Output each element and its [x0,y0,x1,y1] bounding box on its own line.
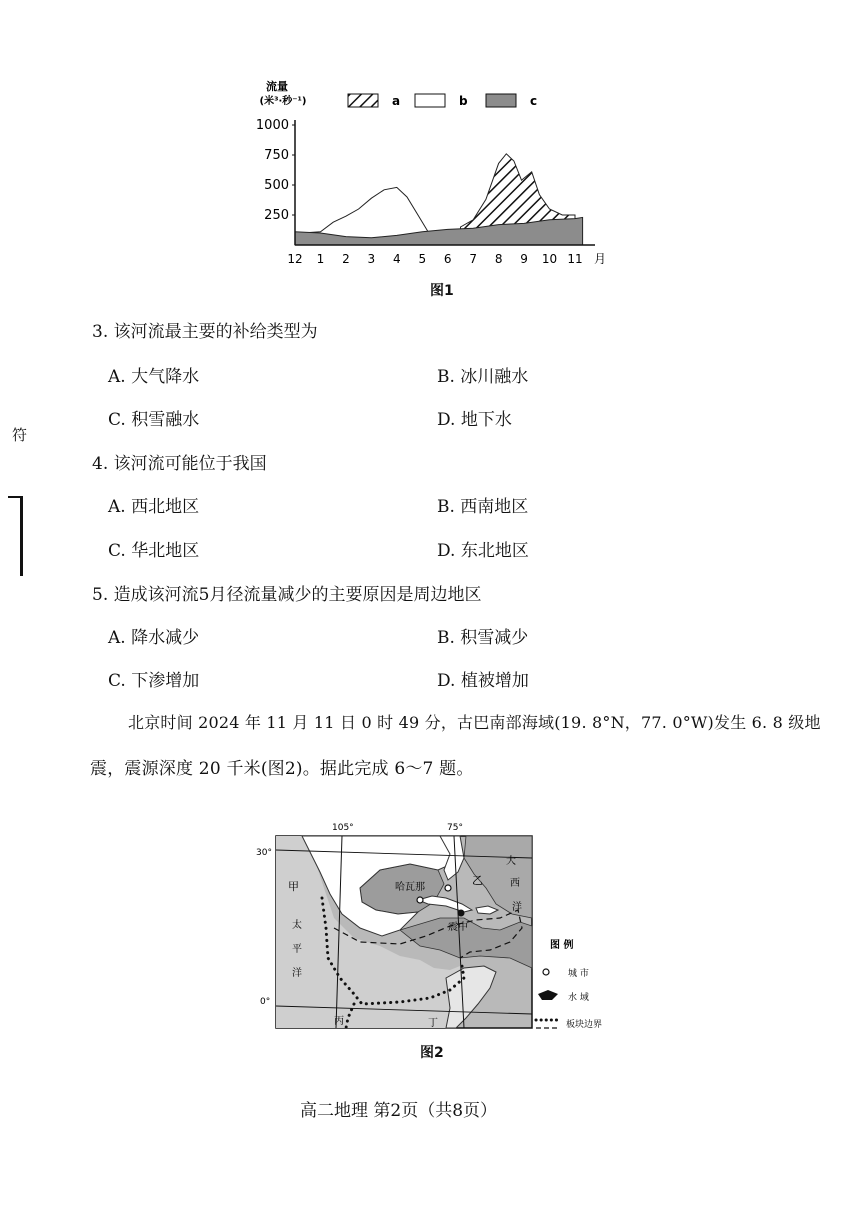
y-tick-label: 750 [264,148,289,163]
x-tick-label: 7 [469,252,478,266]
lon-label-75: 75° [447,823,463,833]
margin-binding-line [20,496,23,576]
label-atlantic-3: 洋 [512,902,522,913]
question-5-option-b: B. 积雪减少 [437,628,529,648]
passage-line-1: 北京时间 2024 年 11 月 11 日 0 时 49 分，古巴南部海域(19. 8°N，77. 0°W)发生 6. 8 级地 [128,713,821,732]
question-4-stem: 4. 该河流可能位于我国 [92,454,267,474]
question-4-option-d: D. 东北地区 [437,541,529,561]
question-4-option-c: C. 华北地区 [108,541,200,561]
legend-city-label: 城 市 [568,969,589,979]
x-tick-label: 8 [494,252,503,266]
legend-water-label: 水 域 [568,993,589,1003]
label-jia: 甲 [288,880,299,893]
legend-swatch-b [415,94,445,107]
question-3-option-b: B. 冰川融水 [437,367,529,387]
legend-boundary-label: 板块边界 [566,1020,603,1030]
question-4-option-b: B. 西南地区 [437,497,529,517]
x-unit-label: 月 [593,252,607,266]
legend-label-a: a [392,94,401,108]
question-3-stem: 3. 该河流最主要的补给类型为 [92,322,318,342]
lat-label-0: 0° [260,997,271,1007]
havana-city [417,897,423,903]
question-3-option-d: D. 地下水 [437,410,512,430]
y-tick-label: 500 [264,178,289,193]
question-3-option-c: C. 积雪融水 [108,410,200,430]
x-tick-label: 1 [316,252,325,266]
x-tick-label: 10 [541,252,558,266]
legend-swatch-a [348,94,378,107]
y-axis-title: 流量 [266,80,288,93]
x-tick-label: 3 [367,252,376,266]
y-tick-label: 1000 [255,118,289,133]
label-pacific-1: 太 [292,920,302,931]
x-tick-label: 4 [392,252,401,266]
y-tick-label: 250 [264,208,289,223]
label-pacific-2: 平 [292,944,302,955]
city-marker [445,885,451,891]
x-tick-label: 6 [443,252,452,266]
lat-label-30: 30° [256,848,272,858]
label-epicenter: 震中 [448,922,468,933]
question-3-option-a: A. 大气降水 [108,367,200,387]
lon-label-105: 105° [332,823,354,833]
label-bing: 丙 [334,1016,344,1027]
label-yi: 乙 [472,874,483,887]
margin-mark: 符 [12,426,28,444]
label-atlantic-1: 大 [506,856,516,867]
page-footer: 高二地理 第2页（共8页） [300,1101,498,1121]
legend-water-icon [538,990,558,1000]
legend-label-b: b [459,94,468,108]
figure-1-caption: 图1 [430,283,454,299]
question-5-option-c: C. 下渗增加 [108,671,200,691]
map-legend-title: 图 例 [550,940,574,951]
epicenter-marker [458,910,465,917]
label-pacific-3: 洋 [292,968,302,979]
question-5-option-a: A. 降水减少 [108,628,200,648]
label-atlantic-2: 西 [510,878,520,889]
legend-label-c: c [530,94,538,108]
x-tick-label: 11 [567,252,583,266]
label-ding: 丁 [428,1018,438,1029]
question-5-option-d: D. 植被增加 [437,671,529,691]
question-5-stem: 5. 造成该河流5月径流量减少的主要原因是周边地区 [92,585,482,605]
figure-2-caption: 图2 [420,1045,444,1061]
x-tick-label: 12 [287,252,303,266]
label-havana: 哈瓦那 [395,882,425,893]
margin-binding-tick [8,496,22,498]
legend-swatch-c [486,94,516,107]
runoff-chart [250,80,630,270]
y-axis-unit: (米³·秒⁻¹) [259,96,307,107]
caribbean-map [250,818,630,1058]
passage-line-2: 震，震源深度 20 千米(图2)。据此完成 6～7 题。 [90,759,474,779]
x-tick-label: 9 [520,252,528,266]
x-tick-label: 2 [342,252,350,266]
question-4-option-a: A. 西北地区 [108,497,200,517]
legend-city-icon [543,969,549,975]
x-tick-label: 5 [418,252,427,266]
